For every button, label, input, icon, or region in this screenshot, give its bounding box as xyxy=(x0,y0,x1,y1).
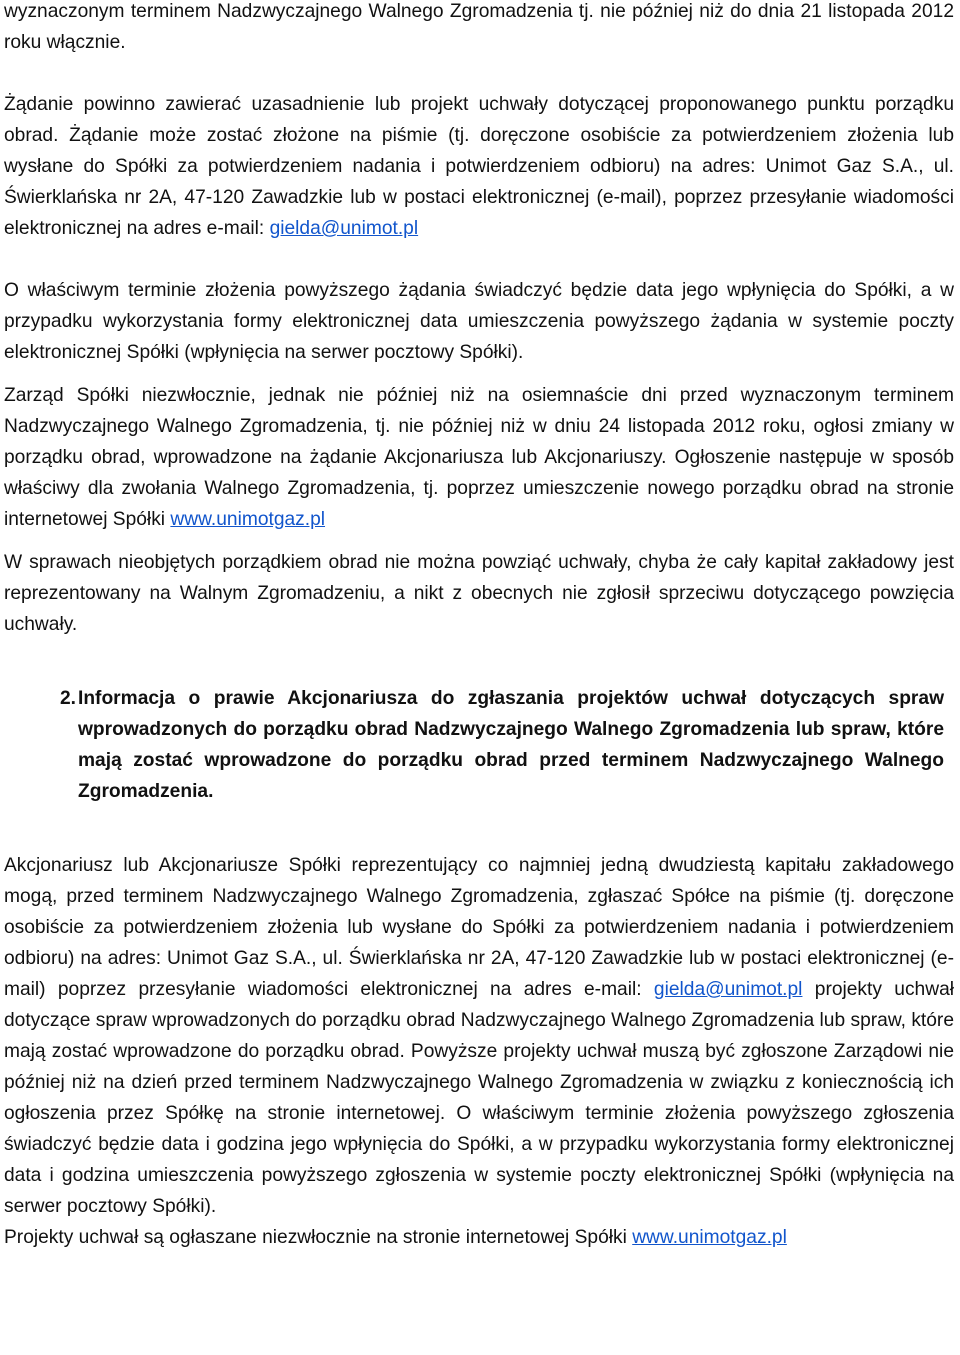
paragraph-submission-date: O właściwym terminie złożenia powyższego żądania świadczyć będzie data jego wpłynięcia do Spółki, a w przypadku wykorzystania formy elektronicznej data umieszczenia powyższego żądania w systemie poczty elektronicznej Spółki (wpłynięcia na serwer pocztowy Spółki). xyxy=(4,280,954,363)
paragraph-resolutions-outside-agenda: W sprawach nieobjętych porządkiem obrad nie można powziąć uchwały, chyba że cały kapitał zakładowy jest reprezentowany na Walnym Zgromadzeniu, a nikt z obecnych nie zgłosił sprzeciwu dotyczącego powzięcia uchwały. xyxy=(4,552,954,635)
paragraph-text: Żądanie powinno zawierać uzasadnienie lub projekt uchwały dotyczącej proponowanego punktu porządku obrad. Żądanie może zostać złożone na piśmie (tj. doręczone osobiście za potwierdzeniem złożenia lub wysłane do Spółki za potwierdzeniem nadania i potwierdzeniem odbioru) na adres: Unimot Gaz S.A., ul. Świerklańska nr 2A, 47-120 Zawadzkie lub w postaci elektronicznej (e-mail), poprzez przesyłanie wiadomości elektronicznej na adres e-mail: xyxy=(4,94,954,239)
spacer xyxy=(4,535,954,547)
paragraph-text: Projekty uchwał są ogłaszane niezwłocznie na stronie internetowej Spółki xyxy=(4,1227,633,1248)
paragraph-board-announcement xyxy=(4,380,954,535)
paragraph-shareholder-drafts xyxy=(4,850,954,1222)
spacer xyxy=(4,838,954,850)
website-link[interactable]: www.unimotgaz.pl xyxy=(632,1227,787,1248)
paragraph-drafts-published xyxy=(4,1222,954,1253)
spacer xyxy=(4,244,954,275)
section-title: Informacja o prawie Akcjonariusza do zgłaszania projektów uchwał dotyczących spraw wprowadzonych do porządku obrad Nadzwyczajnego Walnego Zgromadzenia lub spraw, które mają zostać wprowadzone do porządku obrad przed terminem Nadzwyczajnego Walnego Zgromadzenia. xyxy=(78,688,944,802)
spacer xyxy=(4,807,954,838)
website-link[interactable]: www.unimotgaz.pl xyxy=(170,509,326,530)
section-number: 2. xyxy=(59,688,76,709)
spacer xyxy=(4,671,954,683)
spacer xyxy=(4,640,954,671)
spacer xyxy=(4,368,954,380)
email-link[interactable]: gielda@unimot.pl xyxy=(269,218,419,239)
spacer xyxy=(4,58,954,89)
section-heading xyxy=(4,683,954,807)
paragraph-text: projekty uchwał dotyczące spraw wprowadzonych do porządku obrad Nadzwyczajnego Walnego Zgromadzenia lub spraw, które mają zostać wprowadzone do porządku obrad. Powyższe projekty uchwał muszą być zgłoszone Zarządowi nie później niż na dzień przed terminem Nadzwyczajnego Walnego Zgromadzenia w związku z koniecznością ich ogłoszenia przez Spółkę na stronie internetowej. O właściwym terminie złożenia powyższego zgłoszenia świadczyć będzie data i godzina jego wpłynięcia do Spółki, a w przypadku wykorzystania formy elektronicznej data i godzina umieszczenia powyższego zgłoszenia w systemie poczty elektronicznej Spółki (wpłynięcia na serwer pocztowy Spółki). xyxy=(4,979,955,1217)
paragraph-deadline: wyznaczonym terminem Nadzwyczajnego Walnego Zgromadzenia tj. nie później niż do dnia 21 listopada 2012 roku włącznie. xyxy=(4,1,954,53)
paragraph-request-requirements xyxy=(4,89,954,244)
email-link[interactable]: gielda@unimot.pl xyxy=(653,979,803,1000)
paragraph-text: Zarząd Spółki niezwłocznie, jednak nie później niż na osiemnaście dni przed wyznaczonym terminem Nadzwyczajnego Walnego Zgromadzenia, tj. nie później niż w dniu 24 listopada 2012 roku, ogłosi zmiany w porządku obrad, wprowadzone na żądanie Akcjonariusza lub Akcjonariuszy. Ogłoszenie następuje w sposób właściwy dla zwołania Walnego Zgromadzenia, tj. poprzez umieszczenie nowego porządku obrad na stronie internetowej Spółki xyxy=(4,385,954,530)
paragraph-text: Akcjonariusz lub Akcjonariusze Spółki reprezentujący co najmniej jedną dwudziestą kapitału zakładowego mogą, przed terminem Nadzwyczajnego Walnego Zgromadzenia, zgłaszać Spółce na piśmie (tj. doręczone osobiście za potwierdzeniem złożenia lub wysłane do Spółki za potwierdzeniem nadania i potwierdzeniem odbioru) na adres: Unimot Gaz S.A., ul. Świerklańska nr 2A, 47-120 Zawadzkie lub w postaci elektronicznej (e-mail) poprzez przesyłanie wiadomości elektronicznej na adres e-mail: xyxy=(4,855,954,1000)
